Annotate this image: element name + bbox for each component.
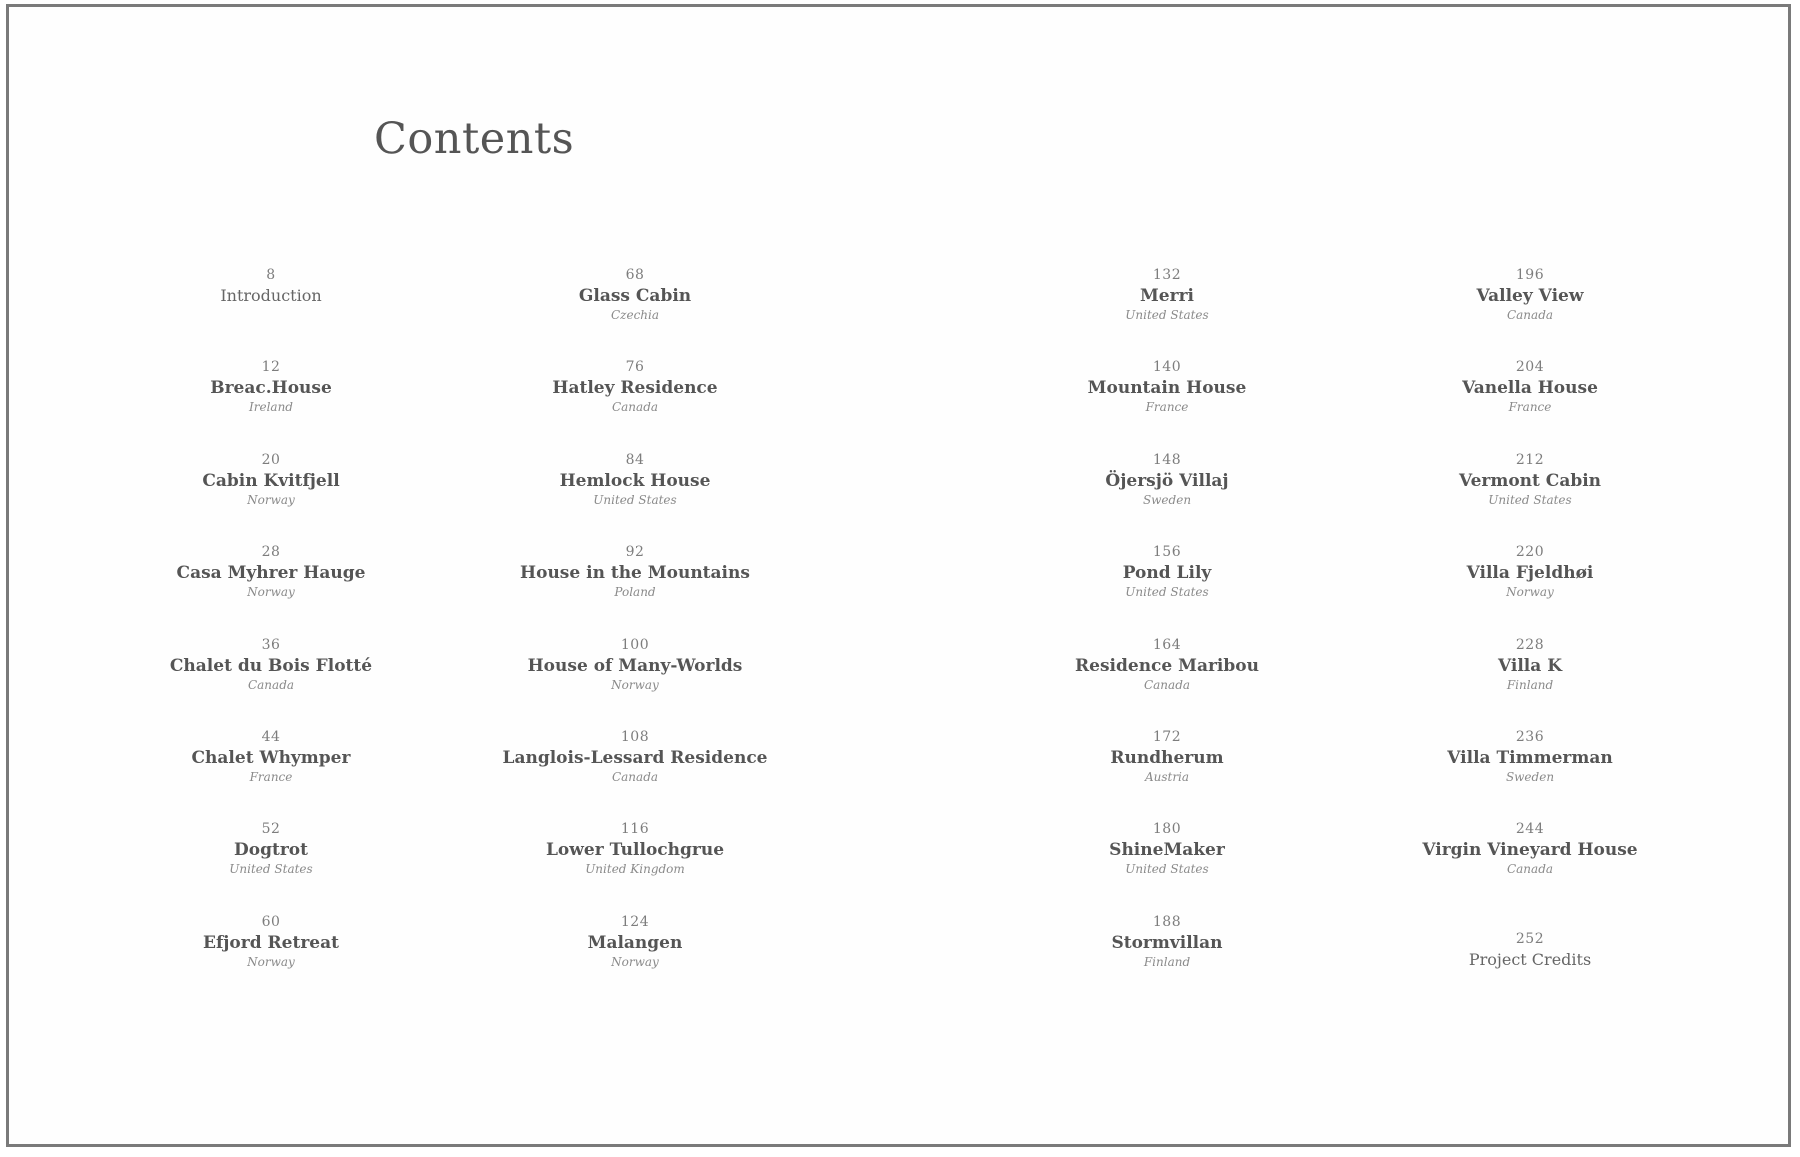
page-number: 36 bbox=[261, 636, 281, 653]
entry-title: Vanella House bbox=[1462, 378, 1598, 399]
page-number: 116 bbox=[620, 821, 650, 838]
page-number: 28 bbox=[261, 544, 281, 561]
toc-entry-merri[interactable] bbox=[982, 266, 1352, 358]
toc-entry-efjord-retreat[interactable] bbox=[86, 913, 456, 1005]
entry-title: Lower Tullochgrue bbox=[545, 840, 725, 861]
toc-entry-hatley-residence[interactable] bbox=[450, 358, 820, 450]
entry-country: France bbox=[1508, 400, 1552, 415]
entry-country: Canada bbox=[1143, 677, 1191, 692]
page-number: 60 bbox=[261, 913, 281, 930]
entry-country: Canada bbox=[611, 400, 659, 415]
entry-title: Introduction bbox=[220, 286, 322, 305]
toc-entry-malangen[interactable] bbox=[450, 913, 820, 1005]
toc-entry-glass-cabin[interactable] bbox=[450, 266, 820, 358]
entry-title: Hatley Residence bbox=[552, 378, 718, 399]
toc-entry-valley-view[interactable] bbox=[1345, 266, 1715, 358]
entry-country: France bbox=[249, 769, 293, 784]
entry-title: Mountain House bbox=[1087, 378, 1247, 399]
entry-title: Chalet Whymper bbox=[191, 747, 351, 768]
entry-title: Dogtrot bbox=[234, 840, 308, 861]
entry-title: Hemlock House bbox=[559, 470, 711, 491]
entry-title: Stormvillan bbox=[1111, 932, 1223, 953]
page-number: 180 bbox=[1152, 821, 1182, 838]
toc-column-3 bbox=[982, 266, 1352, 1005]
page-number: 148 bbox=[1152, 451, 1182, 468]
toc-entry-shinemaker[interactable] bbox=[982, 820, 1352, 912]
entry-country: United States bbox=[1125, 585, 1209, 600]
toc-entry-breac-house[interactable] bbox=[86, 358, 456, 450]
entry-title: House of Many-Worlds bbox=[527, 655, 743, 676]
toc-entry-langlois-lessard-residence[interactable] bbox=[450, 728, 820, 820]
toc-entry-rundherum[interactable] bbox=[982, 728, 1352, 820]
entry-title: Casa Myhrer Hauge bbox=[176, 563, 366, 584]
entry-country: Canada bbox=[611, 769, 659, 784]
toc-entry-stormvillan[interactable] bbox=[982, 913, 1352, 1005]
entry-country: Norway bbox=[611, 954, 659, 969]
entry-title: Efjord Retreat bbox=[203, 932, 339, 953]
entry-title: Villa Fjeldhøi bbox=[1466, 563, 1594, 584]
page-number: 52 bbox=[261, 821, 281, 838]
toc-entry-chalet-du-bois-flotte[interactable] bbox=[86, 636, 456, 728]
entry-country: United States bbox=[1488, 492, 1572, 507]
entry-title: Villa Timmerman bbox=[1447, 747, 1613, 768]
page-number: 172 bbox=[1152, 728, 1182, 745]
entry-title: Öjersjö Villaj bbox=[1105, 470, 1229, 491]
page-number: 204 bbox=[1515, 359, 1545, 376]
entry-country: United States bbox=[1125, 308, 1209, 322]
entry-country: Norway bbox=[611, 677, 659, 692]
page-number: 44 bbox=[261, 728, 281, 745]
page-number: 188 bbox=[1152, 913, 1182, 930]
entry-country: Norway bbox=[247, 585, 295, 600]
toc-entry-vermont-cabin[interactable] bbox=[1345, 451, 1715, 543]
toc-entry-vanella-house[interactable] bbox=[1345, 358, 1715, 450]
entry-country: Poland bbox=[614, 585, 656, 600]
toc-entry-house-in-the-mountains[interactable] bbox=[450, 543, 820, 635]
toc-entry-hemlock-house[interactable] bbox=[450, 451, 820, 543]
toc-entry-virgin-vineyard-house[interactable] bbox=[1345, 820, 1715, 912]
page-number: 140 bbox=[1152, 359, 1182, 376]
entry-country: Sweden bbox=[1505, 769, 1555, 784]
entry-title: Malangen bbox=[587, 932, 683, 953]
entry-country: Czechia bbox=[610, 308, 660, 322]
entry-title: Residence Maribou bbox=[1075, 655, 1259, 676]
entry-country: Ireland bbox=[249, 400, 293, 415]
page-number: 124 bbox=[620, 913, 650, 930]
entry-title: Virgin Vineyard House bbox=[1422, 840, 1638, 861]
entry-title: Valley View bbox=[1476, 286, 1584, 306]
entry-title: Vermont Cabin bbox=[1458, 470, 1602, 491]
page-number: 100 bbox=[620, 636, 650, 653]
entry-country: United Kingdom bbox=[585, 862, 685, 877]
page-number: 8 bbox=[266, 267, 276, 283]
entry-title: Villa K bbox=[1498, 655, 1562, 676]
toc-entry-villa-fjeldhoi[interactable] bbox=[1345, 543, 1715, 635]
entry-title: ShineMaker bbox=[1109, 840, 1225, 861]
page-number: 108 bbox=[620, 728, 650, 745]
toc-column-1 bbox=[86, 266, 456, 1005]
entry-country: Austria bbox=[1144, 769, 1190, 784]
entry-title: Chalet du Bois Flotté bbox=[169, 655, 373, 676]
entry-title: Cabin Kvitfjell bbox=[202, 470, 340, 491]
page-title: Contents bbox=[374, 114, 575, 164]
page-number: 92 bbox=[625, 544, 645, 561]
toc-entry-villa-timmerman[interactable] bbox=[1345, 728, 1715, 820]
entry-title: House in the Mountains bbox=[520, 563, 750, 584]
entry-title: Pond Lily bbox=[1122, 563, 1212, 584]
page-number: 76 bbox=[625, 359, 645, 376]
page-number: 228 bbox=[1515, 636, 1545, 653]
entry-country: Finland bbox=[1143, 954, 1191, 969]
toc-entry-residence-maribou[interactable] bbox=[982, 636, 1352, 728]
entry-country: United States bbox=[593, 492, 677, 507]
entry-title: Project Credits bbox=[1468, 949, 1592, 969]
entry-country: Canada bbox=[1506, 862, 1554, 877]
page-number: 156 bbox=[1152, 544, 1182, 561]
toc-column-4 bbox=[1345, 266, 1715, 1005]
entry-country: United States bbox=[229, 862, 313, 877]
toc-entry-cabin-kvitfjell[interactable] bbox=[86, 451, 456, 543]
page-number: 236 bbox=[1515, 728, 1545, 745]
toc-entry-casa-myhrer-hauge[interactable] bbox=[86, 543, 456, 635]
entry-country: Sweden bbox=[1142, 492, 1192, 507]
toc-entry-chalet-whymper[interactable] bbox=[86, 728, 456, 820]
toc-entry-project-credits[interactable] bbox=[1345, 913, 1715, 1005]
toc-entry-introduction[interactable] bbox=[86, 266, 456, 358]
toc-entry-villa-k[interactable] bbox=[1345, 636, 1715, 728]
entry-country: France bbox=[1145, 400, 1189, 415]
page-number: 12 bbox=[261, 359, 281, 376]
entry-country: Norway bbox=[247, 492, 295, 507]
toc-entry-pond-lily[interactable] bbox=[982, 543, 1352, 635]
page-number: 84 bbox=[625, 451, 645, 468]
entry-country: Finland bbox=[1506, 677, 1554, 692]
toc-entry-house-of-many-worlds[interactable] bbox=[450, 636, 820, 728]
entry-country: Canada bbox=[1506, 308, 1554, 322]
page-number: 244 bbox=[1515, 821, 1545, 838]
entry-title: Merri bbox=[1139, 286, 1194, 306]
toc-column-2 bbox=[450, 266, 820, 1005]
toc-entry-dogtrot[interactable] bbox=[86, 820, 456, 912]
entry-title: Breac.House bbox=[210, 378, 332, 399]
entry-country: Canada bbox=[247, 677, 295, 692]
entry-country: Norway bbox=[247, 954, 295, 969]
entry-title: Rundherum bbox=[1110, 747, 1224, 768]
page-number: 20 bbox=[261, 451, 281, 468]
entry-title: Glass Cabin bbox=[578, 286, 692, 306]
toc-entry-ojersjo-villaj[interactable] bbox=[982, 451, 1352, 543]
toc-entry-lower-tullochgrue[interactable] bbox=[450, 820, 820, 912]
page-number: 164 bbox=[1152, 636, 1182, 653]
toc-entry-mountain-house[interactable] bbox=[982, 358, 1352, 450]
page-number: 212 bbox=[1515, 451, 1545, 468]
page-number: 68 bbox=[625, 267, 645, 283]
entry-country: United States bbox=[1125, 862, 1209, 877]
entry-country: Norway bbox=[1506, 585, 1554, 600]
page-number: 220 bbox=[1515, 544, 1545, 561]
page-number: 252 bbox=[1515, 930, 1545, 947]
entry-title: Langlois-Lessard Residence bbox=[502, 747, 768, 768]
page-number: 196 bbox=[1515, 267, 1545, 283]
page-number: 132 bbox=[1152, 267, 1182, 283]
